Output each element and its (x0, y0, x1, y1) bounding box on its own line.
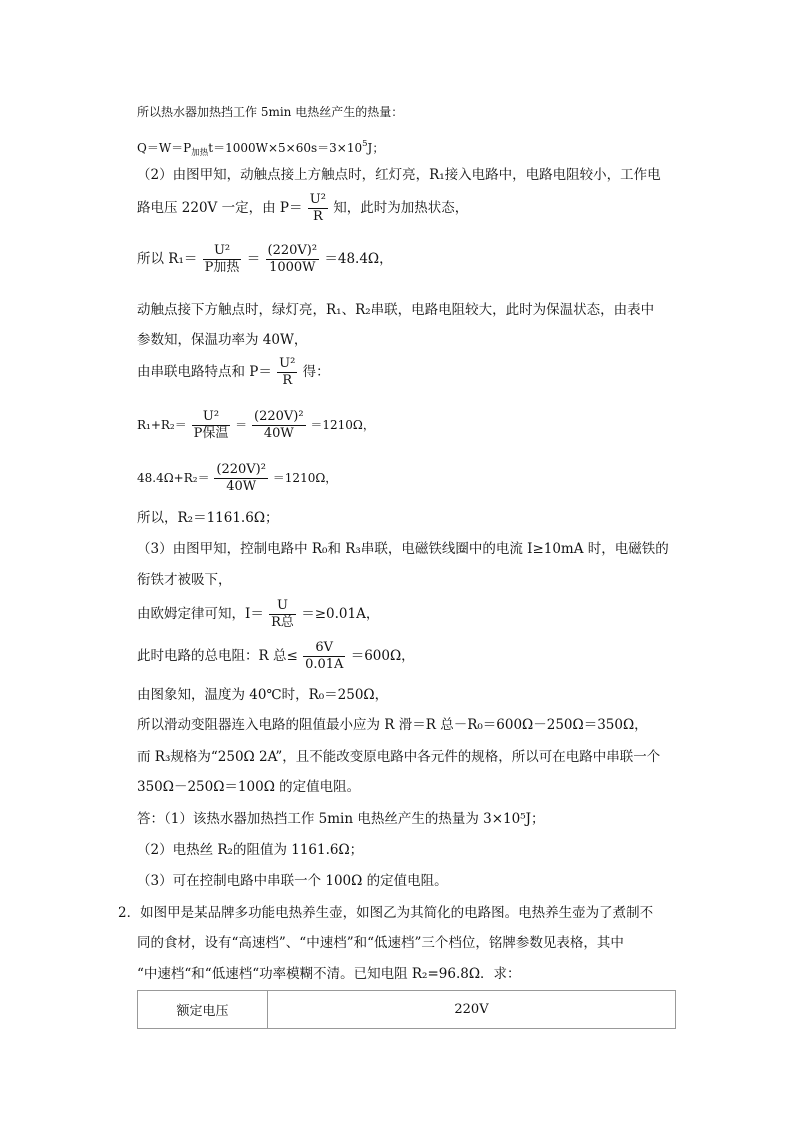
formula-part: J； (367, 141, 385, 155)
formula-line (137, 356, 330, 389)
superscript: 5 (362, 139, 368, 149)
denominator: R总 (271, 615, 294, 630)
formula-part: ＝≥0.01A， (301, 606, 380, 622)
fraction (269, 598, 296, 631)
formula-line (137, 192, 468, 225)
formula-line (137, 640, 415, 673)
denominator: 40W (263, 426, 294, 441)
formula-part: ＝ (235, 418, 248, 432)
formula-part: ＝1210Ω， (272, 471, 338, 485)
fraction (303, 640, 345, 673)
numerator: (220V)² (254, 409, 304, 424)
text-line: 参数知，保温功率为 40W， (137, 332, 308, 348)
denominator: 1000W (269, 260, 316, 275)
formula-part: 所以 R₁＝ (137, 251, 198, 267)
formula-part: ＝48.4Ω， (324, 251, 393, 267)
answer-line: （3）可在控制电路中串联一个 100Ω 的定值电阻。 (137, 873, 448, 889)
subscript: 加热 (191, 148, 209, 158)
formula-part: 得： (302, 364, 330, 380)
text-line: 衔铁才被吸下， (137, 572, 232, 588)
denominator: R (312, 209, 323, 224)
text-line: （2）由图甲知，动触点接上方触点时，红灯亮，R₁接入电路中，电路电阻较小，工作电 (137, 167, 661, 183)
fraction (192, 409, 231, 442)
numerator: U² (279, 356, 296, 371)
numerator: (220V)² (267, 243, 318, 258)
question-2-line: 2．如图甲是某品牌多功能电热养生壶，如图乙为其简化的电路图。电热养生壶为了煮制不 (118, 905, 654, 921)
fraction (214, 462, 268, 495)
question-2-line: “中速档“和“低速档“功率模糊不清。已知电阻 R₂=96.8Ω．求： (137, 966, 521, 982)
text-line: 动触点接下方触点时，绿灯亮，R₁、R₂串联，电路电阻较大，此时为保温状态，由表中 (137, 302, 655, 318)
text-line: 所以热水器加热挡工作 5min 电热丝产生的热量： (137, 105, 404, 119)
denominator: P加热 (204, 260, 240, 275)
formula-part: 由欧姆定律可知，I＝ (137, 606, 264, 622)
formula-part: 知，此时为加热状态， (333, 200, 469, 216)
formula-line (137, 462, 337, 495)
numerator: U² (192, 409, 231, 426)
numerator: U² (203, 243, 242, 260)
fraction (308, 192, 328, 225)
formula-line (137, 409, 375, 442)
formula-part: t＝1000W×5×60s＝3×10 (208, 141, 363, 155)
text-line: 而 R₃规格为“250Ω 2A”，且不能改变原电路中各元件的规格，所以可在电路中串联一个 (137, 749, 661, 765)
text-line: 由图象知，温度为 40℃时，R₀＝250Ω， (137, 687, 389, 703)
formula-part: ＝ (246, 251, 261, 267)
text-line: 350Ω－250Ω＝100Ω 的定值电阻。 (137, 779, 361, 795)
answer-line: （2）电热丝 R₂的阻值为 1161.6Ω； (137, 842, 364, 858)
fraction (266, 243, 320, 276)
numerator: 6V (303, 640, 345, 657)
fraction (252, 409, 306, 442)
formula-part: R₁+R₂＝ (137, 418, 187, 432)
denominator: 40W (226, 479, 257, 494)
table-row (138, 991, 676, 1029)
fraction (203, 243, 242, 276)
formula-line (137, 243, 393, 276)
text-line: 所以，R₂＝1161.6Ω； (137, 510, 279, 526)
formula-part: ＝600Ω， (350, 648, 415, 664)
fraction (277, 356, 297, 389)
text-line: （3）由图甲知，控制电路中 R₀和 R₃串联，电磁铁线圈中的电流 I≥10mA 时，电磁铁的 (137, 541, 669, 557)
formula-line (137, 598, 379, 631)
numerator: U² (309, 192, 326, 207)
formula-part: 此时电路的总电阻：R 总≤ (137, 648, 298, 664)
formula-part: 由串联电路特点和 P＝ (137, 364, 272, 380)
question-2-line: 同的食材，设有“高速档”、“中速档”和“低速档”三个档位，铭牌参数见表格，其中 (137, 935, 624, 951)
numerator: U (269, 598, 296, 615)
formula-part: ＝1210Ω， (310, 418, 375, 432)
table-cell-value: 220V (268, 991, 676, 1029)
text-line: 所以滑动变阻器连入电路的阻值最小应为 R 滑＝R 总－R₀＝600Ω－250Ω＝350Ω， (137, 717, 648, 733)
answer-line: 答：（1）该热水器加热挡工作 5min 电热丝产生的热量为 3×10⁵J； (137, 811, 545, 827)
denominator: 0.01A (305, 657, 344, 672)
denominator: P保温 (193, 426, 229, 441)
formula-part: 48.4Ω+R₂＝ (137, 471, 210, 485)
numerator: (220V)² (216, 462, 266, 477)
heat-formula-line (137, 135, 384, 162)
formula-part: Q＝W＝P (137, 141, 192, 155)
table-cell-label: 额定电压 (138, 991, 268, 1029)
formula-part: 路电压 220V 一定，由 P＝ (137, 200, 303, 216)
denominator: R (282, 373, 293, 388)
spec-table (137, 990, 676, 1029)
